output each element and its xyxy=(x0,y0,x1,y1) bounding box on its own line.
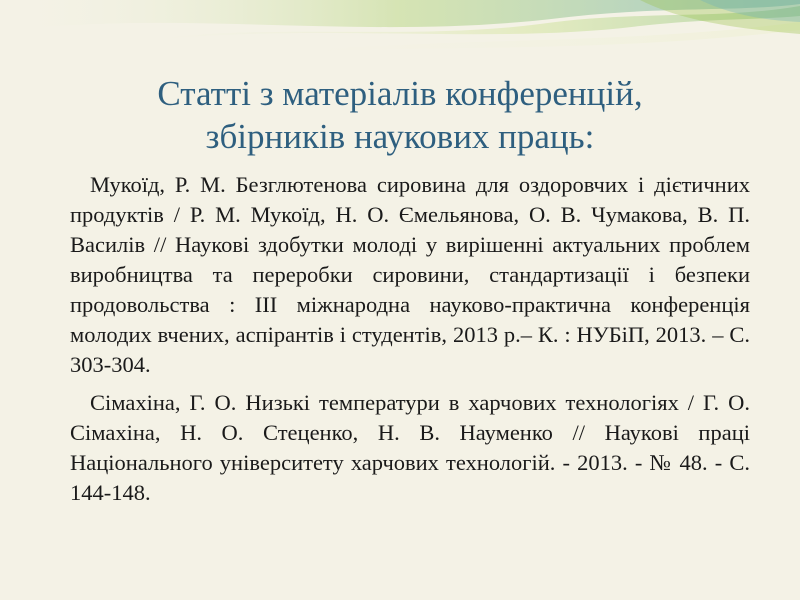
reference-item: Мукоїд, Р. М. Безглютенова сировина для оздоровчих і дієтичних продуктів / Р. М. Мукоїд, Н. О. Ємельянова, О. В. Чумакова, В. П. Василів // Наукові здобутки молоді у вирішенні актуальних проблем виробництва та переробки сировини, стандартизації і безпеки продовольства : ІІІ міжнародна науково-практична конференція молодих вчених, аспірантів і студентів, 2013 р.– К. : НУБіП, 2013. – С. 303-304. xyxy=(70,172,750,377)
reference-item: Сімахіна, Г. О. Низькі температури в харчових технологіях / Г. О. Сімахіна, Н. О. Стеценко, Н. В. Науменко // Наукові праці Національного університету харчових технологій. - 2013. - № 48. - С. 144-148. xyxy=(70,390,750,505)
slide-title xyxy=(80,72,720,158)
references-list xyxy=(70,170,750,516)
title-line-1: Статті з матеріалів конференцій, xyxy=(157,74,643,113)
title-line-2: збірників наукових праць: xyxy=(205,117,595,156)
